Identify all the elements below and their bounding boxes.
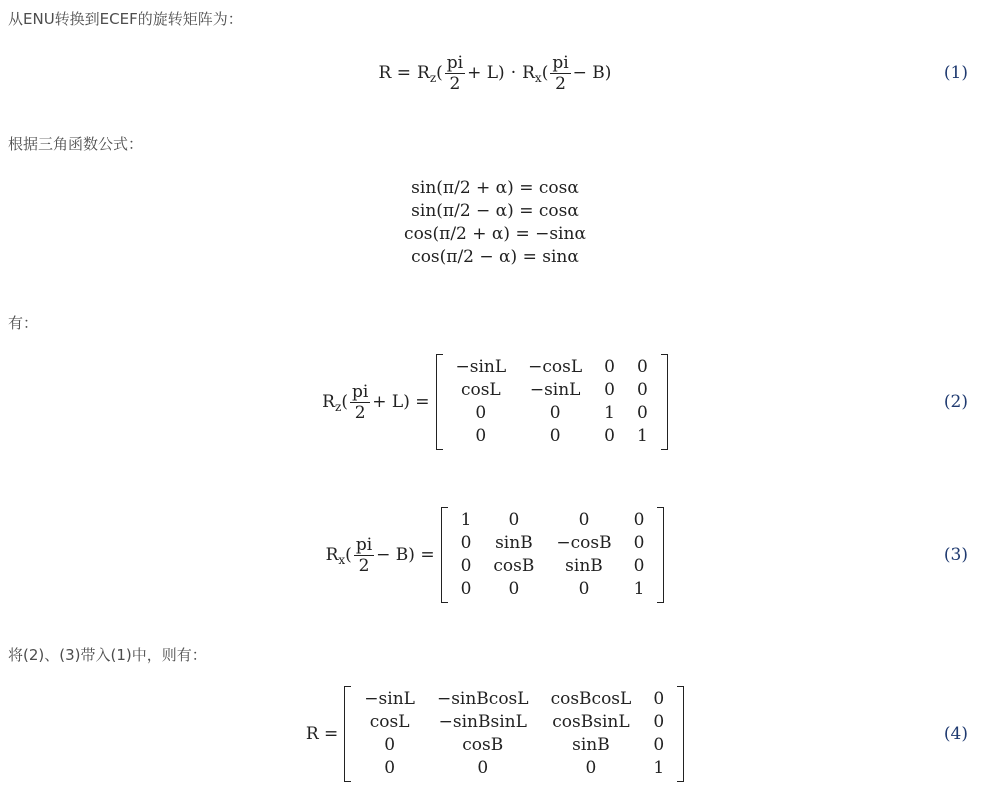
- matrix-cell: 0: [637, 380, 648, 400]
- matrix-cell: 1: [633, 579, 645, 599]
- matrix-cell: 1: [460, 510, 472, 530]
- matrix-cell: cosB: [493, 556, 535, 576]
- trig-line: sin(π/2 + α) = cosα: [411, 178, 579, 198]
- matrix-cell: 0: [578, 579, 590, 599]
- matrix-row: [353, 734, 675, 757]
- matrix-cell: sinB: [565, 556, 603, 576]
- matrix-cell: cosBsinL: [552, 712, 630, 732]
- matrix-cell: 0: [637, 403, 648, 423]
- matrix-cell: −sinBcosL: [436, 689, 529, 709]
- eq3-sub: x: [338, 553, 346, 567]
- eq1-open2: (: [541, 63, 549, 83]
- trig-identities: [0, 177, 990, 269]
- equation-1: [0, 50, 990, 96]
- equation-4-body: [306, 686, 684, 782]
- equation-number-4: (4): [943, 724, 968, 744]
- eq1-fraction-1: [445, 53, 465, 94]
- matrix-cell: 0: [653, 735, 665, 755]
- eq1-frac-num: pi: [446, 52, 464, 73]
- equation-number-3: (3): [943, 545, 968, 565]
- matrix-cell: 0: [384, 758, 396, 778]
- matrix-cell: 0: [604, 357, 615, 377]
- substitute-text: 将(2)、(3)带入(1)中，则有：: [8, 646, 207, 664]
- eq1-rx-sub: x: [534, 71, 542, 85]
- matrix-4: [344, 686, 684, 782]
- matrix-3: [441, 507, 665, 603]
- eq4-lhs: R =: [305, 724, 339, 744]
- trig-line: cos(π/2 + α) = −sinα: [404, 224, 586, 244]
- eq1-frac-den2: 2: [555, 73, 566, 94]
- matrix-cell: −sinL: [529, 380, 581, 400]
- equation-3: [0, 507, 990, 603]
- matrix-cell: 0: [653, 689, 665, 709]
- matrix-cell: 0: [633, 510, 645, 530]
- eq1-minus-b: − B): [572, 63, 612, 83]
- matrix-cell: 0: [578, 510, 590, 530]
- eq2-open: (: [341, 392, 348, 412]
- eq1-rz: R: [417, 63, 430, 83]
- trig-intro-text: 根据三角函数公式：: [8, 135, 144, 153]
- matrix-cell: −sinL: [455, 357, 507, 377]
- matrix-cell: 0: [549, 403, 561, 423]
- matrix-cell: cosB: [462, 735, 504, 755]
- matrix-row: [450, 578, 656, 601]
- matrix-row: [450, 509, 656, 532]
- matrix-row: [445, 425, 659, 448]
- matrix-cell: 0: [637, 357, 648, 377]
- matrix-cell: 0: [549, 426, 561, 446]
- matrix-cell: 0: [384, 735, 396, 755]
- eq3-frac-den: 2: [358, 555, 370, 576]
- equation-1-body: [379, 53, 612, 94]
- eq3-fraction: [354, 535, 374, 576]
- equation-2-body: [322, 354, 668, 450]
- matrix-cell: sinB: [495, 533, 533, 553]
- eq3-open: (: [345, 545, 352, 565]
- eq2-sub: z: [334, 400, 342, 414]
- matrix-row: [445, 402, 659, 425]
- eq2-r: R: [322, 392, 335, 412]
- equation-4: [0, 686, 990, 782]
- matrix-cell: 0: [475, 403, 487, 423]
- eq3-r: R: [325, 545, 339, 565]
- matrix-cell: 0: [604, 380, 615, 400]
- matrix-row: [353, 711, 675, 734]
- matrix-cell: −sinBsinL: [438, 712, 527, 732]
- matrix-cell: 0: [585, 758, 597, 778]
- matrix-cell: cosL: [460, 380, 501, 400]
- matrix-cell: −cosB: [556, 533, 612, 553]
- equation-number-1: (1): [943, 63, 968, 83]
- matrix-row: [450, 555, 656, 578]
- trig-line: cos(π/2 − α) = sinα: [411, 247, 579, 267]
- eq3-tail: − B) =: [376, 545, 435, 565]
- eq1-frac-den: 2: [449, 73, 461, 94]
- matrix-cell: 0: [460, 556, 472, 576]
- eq1-plus-l: + L): [467, 63, 505, 83]
- matrix-cell: 0: [633, 556, 645, 576]
- eq1-lhs: R =: [378, 63, 411, 83]
- matrix-cell: 1: [637, 426, 648, 446]
- trig-line: sin(π/2 − α) = cosα: [411, 201, 579, 221]
- matrix-cell: 0: [653, 712, 665, 732]
- matrix-cell: 0: [460, 533, 472, 553]
- eq2-frac-num: pi: [351, 381, 369, 402]
- matrix-cell: 1: [604, 403, 615, 423]
- matrix-row: [445, 356, 659, 379]
- matrix-cell: 0: [508, 510, 520, 530]
- intro-text: 从ENU转换到ECEF的旋转矩阵为：: [8, 10, 243, 28]
- matrix-cell: 0: [477, 758, 489, 778]
- matrix-cell: cosBcosL: [550, 689, 632, 709]
- equation-2: [0, 354, 990, 450]
- eq2-frac-den: 2: [354, 402, 366, 423]
- matrix-row: [353, 757, 675, 780]
- matrix-cell: −cosL: [528, 357, 583, 377]
- matrix-cell: −sinL: [364, 689, 415, 709]
- eq1-open: (: [436, 63, 443, 83]
- matrix-cell: 0: [633, 533, 645, 553]
- eq3-frac-num: pi: [355, 534, 373, 555]
- matrix-2: [436, 354, 668, 450]
- eq1-dot: ·: [510, 63, 517, 83]
- eq1-rz-sub: z: [429, 71, 437, 85]
- eq1-rx: R: [522, 63, 535, 83]
- eq1-fraction-2: [550, 53, 570, 94]
- matrix-cell: cosL: [369, 712, 410, 732]
- matrix-cell: 0: [604, 426, 615, 446]
- eq2-tail: + L) =: [372, 392, 430, 412]
- matrix-cell: 0: [508, 579, 520, 599]
- matrix-row: [450, 532, 656, 555]
- matrix-cell: 0: [475, 426, 487, 446]
- have-text: 有：: [8, 314, 39, 332]
- matrix-cell: 1: [653, 758, 665, 778]
- eq2-fraction: [350, 382, 370, 423]
- equation-3-body: [326, 507, 665, 603]
- matrix-cell: sinB: [572, 735, 610, 755]
- matrix-row: [353, 688, 675, 711]
- equation-number-2: (2): [943, 392, 968, 412]
- matrix-row: [445, 379, 659, 402]
- matrix-cell: 0: [460, 579, 472, 599]
- eq1-frac-num2: pi: [552, 52, 569, 73]
